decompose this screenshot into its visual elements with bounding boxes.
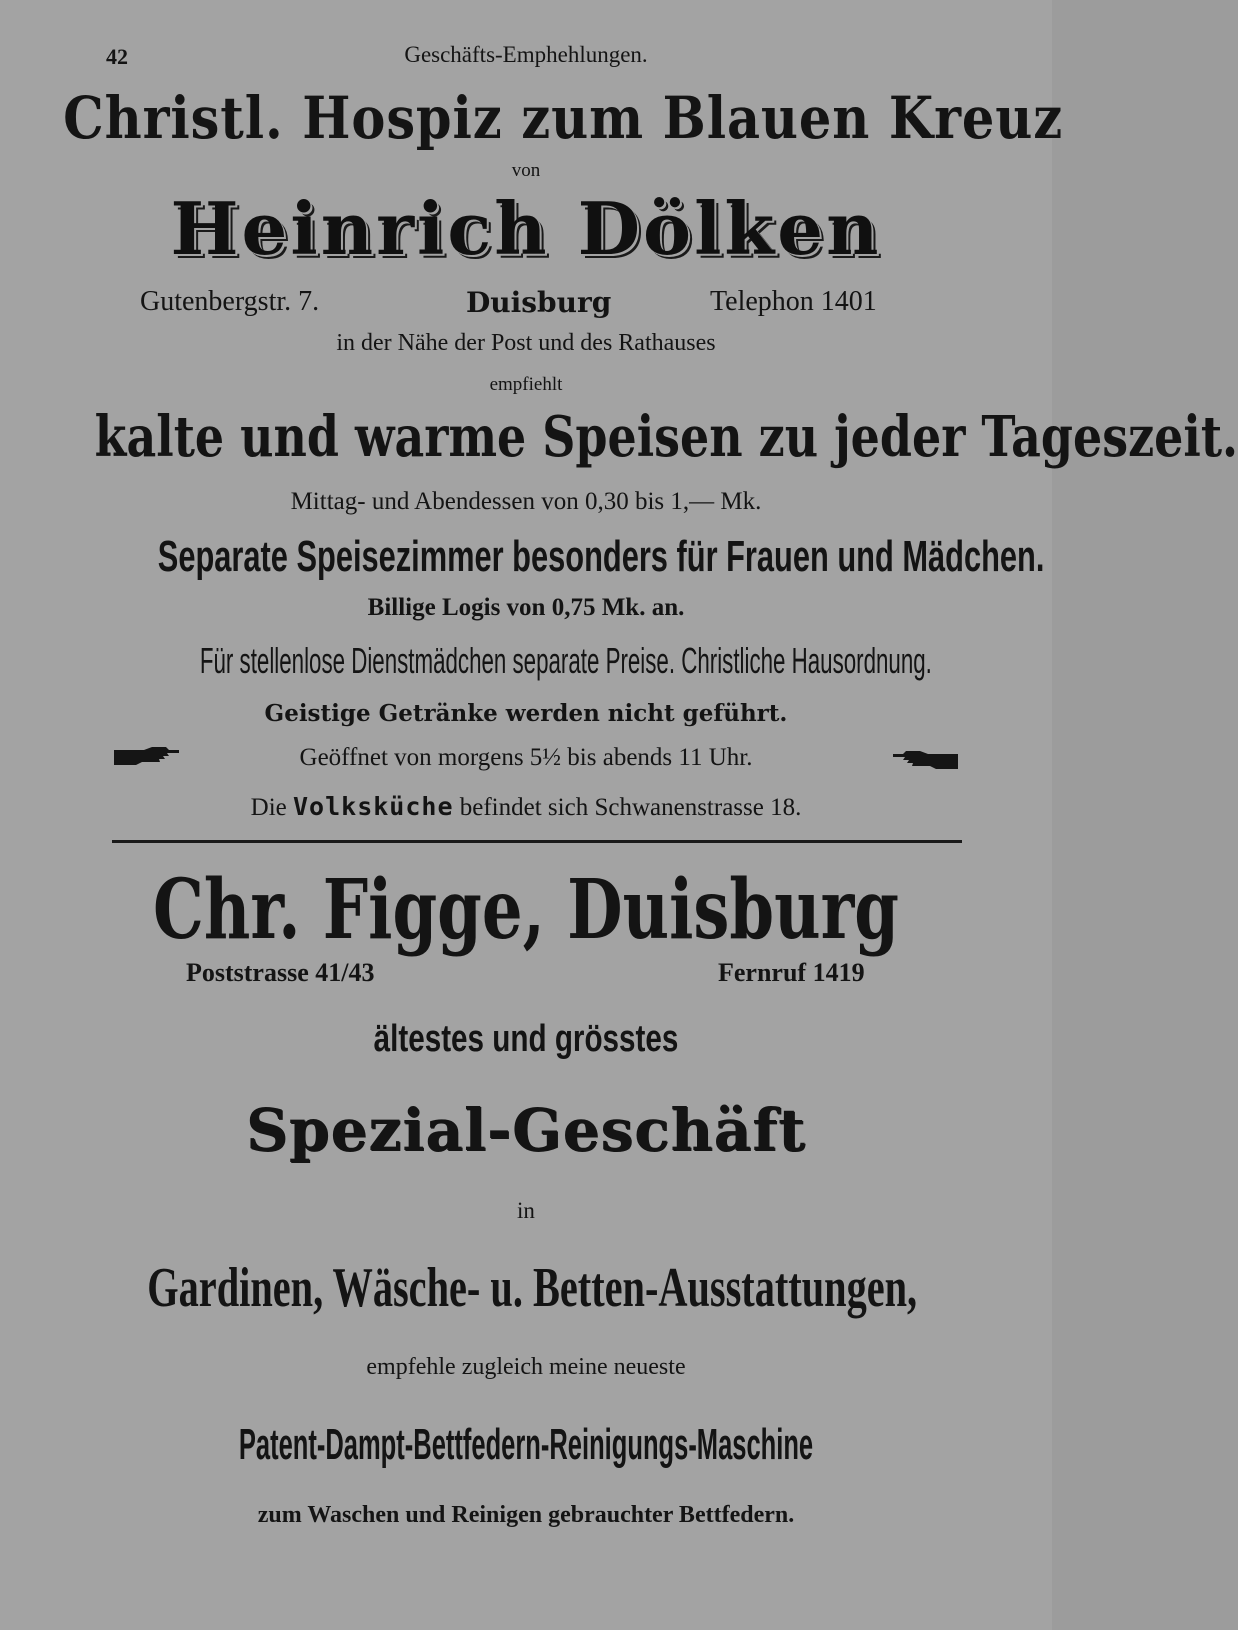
machine-purpose: zum Waschen und Reinigen gebrauchter Bettfedern. <box>257 1502 795 1528</box>
cleaning-machine: Patent-Dampt-Bettfedern-Reinigungs-Maschine <box>238 1420 814 1469</box>
hospiz-title: Christl. Hospiz zum Blauen Kreuz <box>63 84 1064 152</box>
no-alcohol-note: Geistige Getränke werden nicht geführt. <box>264 700 788 727</box>
pointing-hand-icon <box>890 748 960 772</box>
page-number: 42 <box>106 44 128 69</box>
address-telephone: Telephon 1401 <box>710 286 877 317</box>
separate-rooms: Separate Speisezimmer besonders für Frauen und Mädchen. <box>157 532 1045 581</box>
figge-title: Chr. Figge, Duisburg <box>152 862 900 958</box>
figge-street: Poststrasse 41/43 <box>186 958 375 987</box>
owner-name: Heinrich Dölken <box>170 186 882 271</box>
oldest-largest: ältestes und grösstes <box>373 1018 679 1060</box>
goods-list: Gardinen, Wäsche- u. Betten-Ausstattungen, <box>147 1257 918 1319</box>
volks-suffix: befindet sich Schwanenstrasse 18. <box>459 794 802 821</box>
in-label: in <box>517 1198 535 1223</box>
address-city: Duisburg <box>466 286 612 319</box>
also-recommend: empfehle zugleich meine neueste <box>366 1354 686 1380</box>
meal-prices: Mittag- und Abendessen von 0,30 bis 1,— Mk. <box>290 488 762 515</box>
location-note: in der Nähe der Post und des Rathauses <box>336 330 716 356</box>
volkskueche-note <box>0 792 1052 822</box>
meals-headline: kalte und warme Speisen zu jeder Tageszeit. <box>94 404 1238 470</box>
volks-prefix: Die <box>250 794 287 821</box>
recommends-label: empfiehlt <box>489 374 563 395</box>
address-street: Gutenbergstr. 7. <box>140 286 320 317</box>
opening-hours: Geöffnet von morgens 5½ bis abends 11 Uhr. <box>299 744 753 771</box>
specialty-shop: Spezial-Geschäft <box>246 1096 806 1164</box>
figge-phone: Fernruf 1419 <box>718 958 865 987</box>
page-header: Geschäfts-Emphehlungen. <box>404 42 648 67</box>
lodging-price: Billige Logis von 0,75 Mk. an. <box>367 594 685 621</box>
von-label: von <box>511 160 541 181</box>
volks-name: Volksküche <box>293 792 454 821</box>
maids-note: Für stellenlose Dienstmädchen separate Preise. Christliche Hausordnung. <box>199 640 932 681</box>
divider-rule <box>112 840 962 843</box>
